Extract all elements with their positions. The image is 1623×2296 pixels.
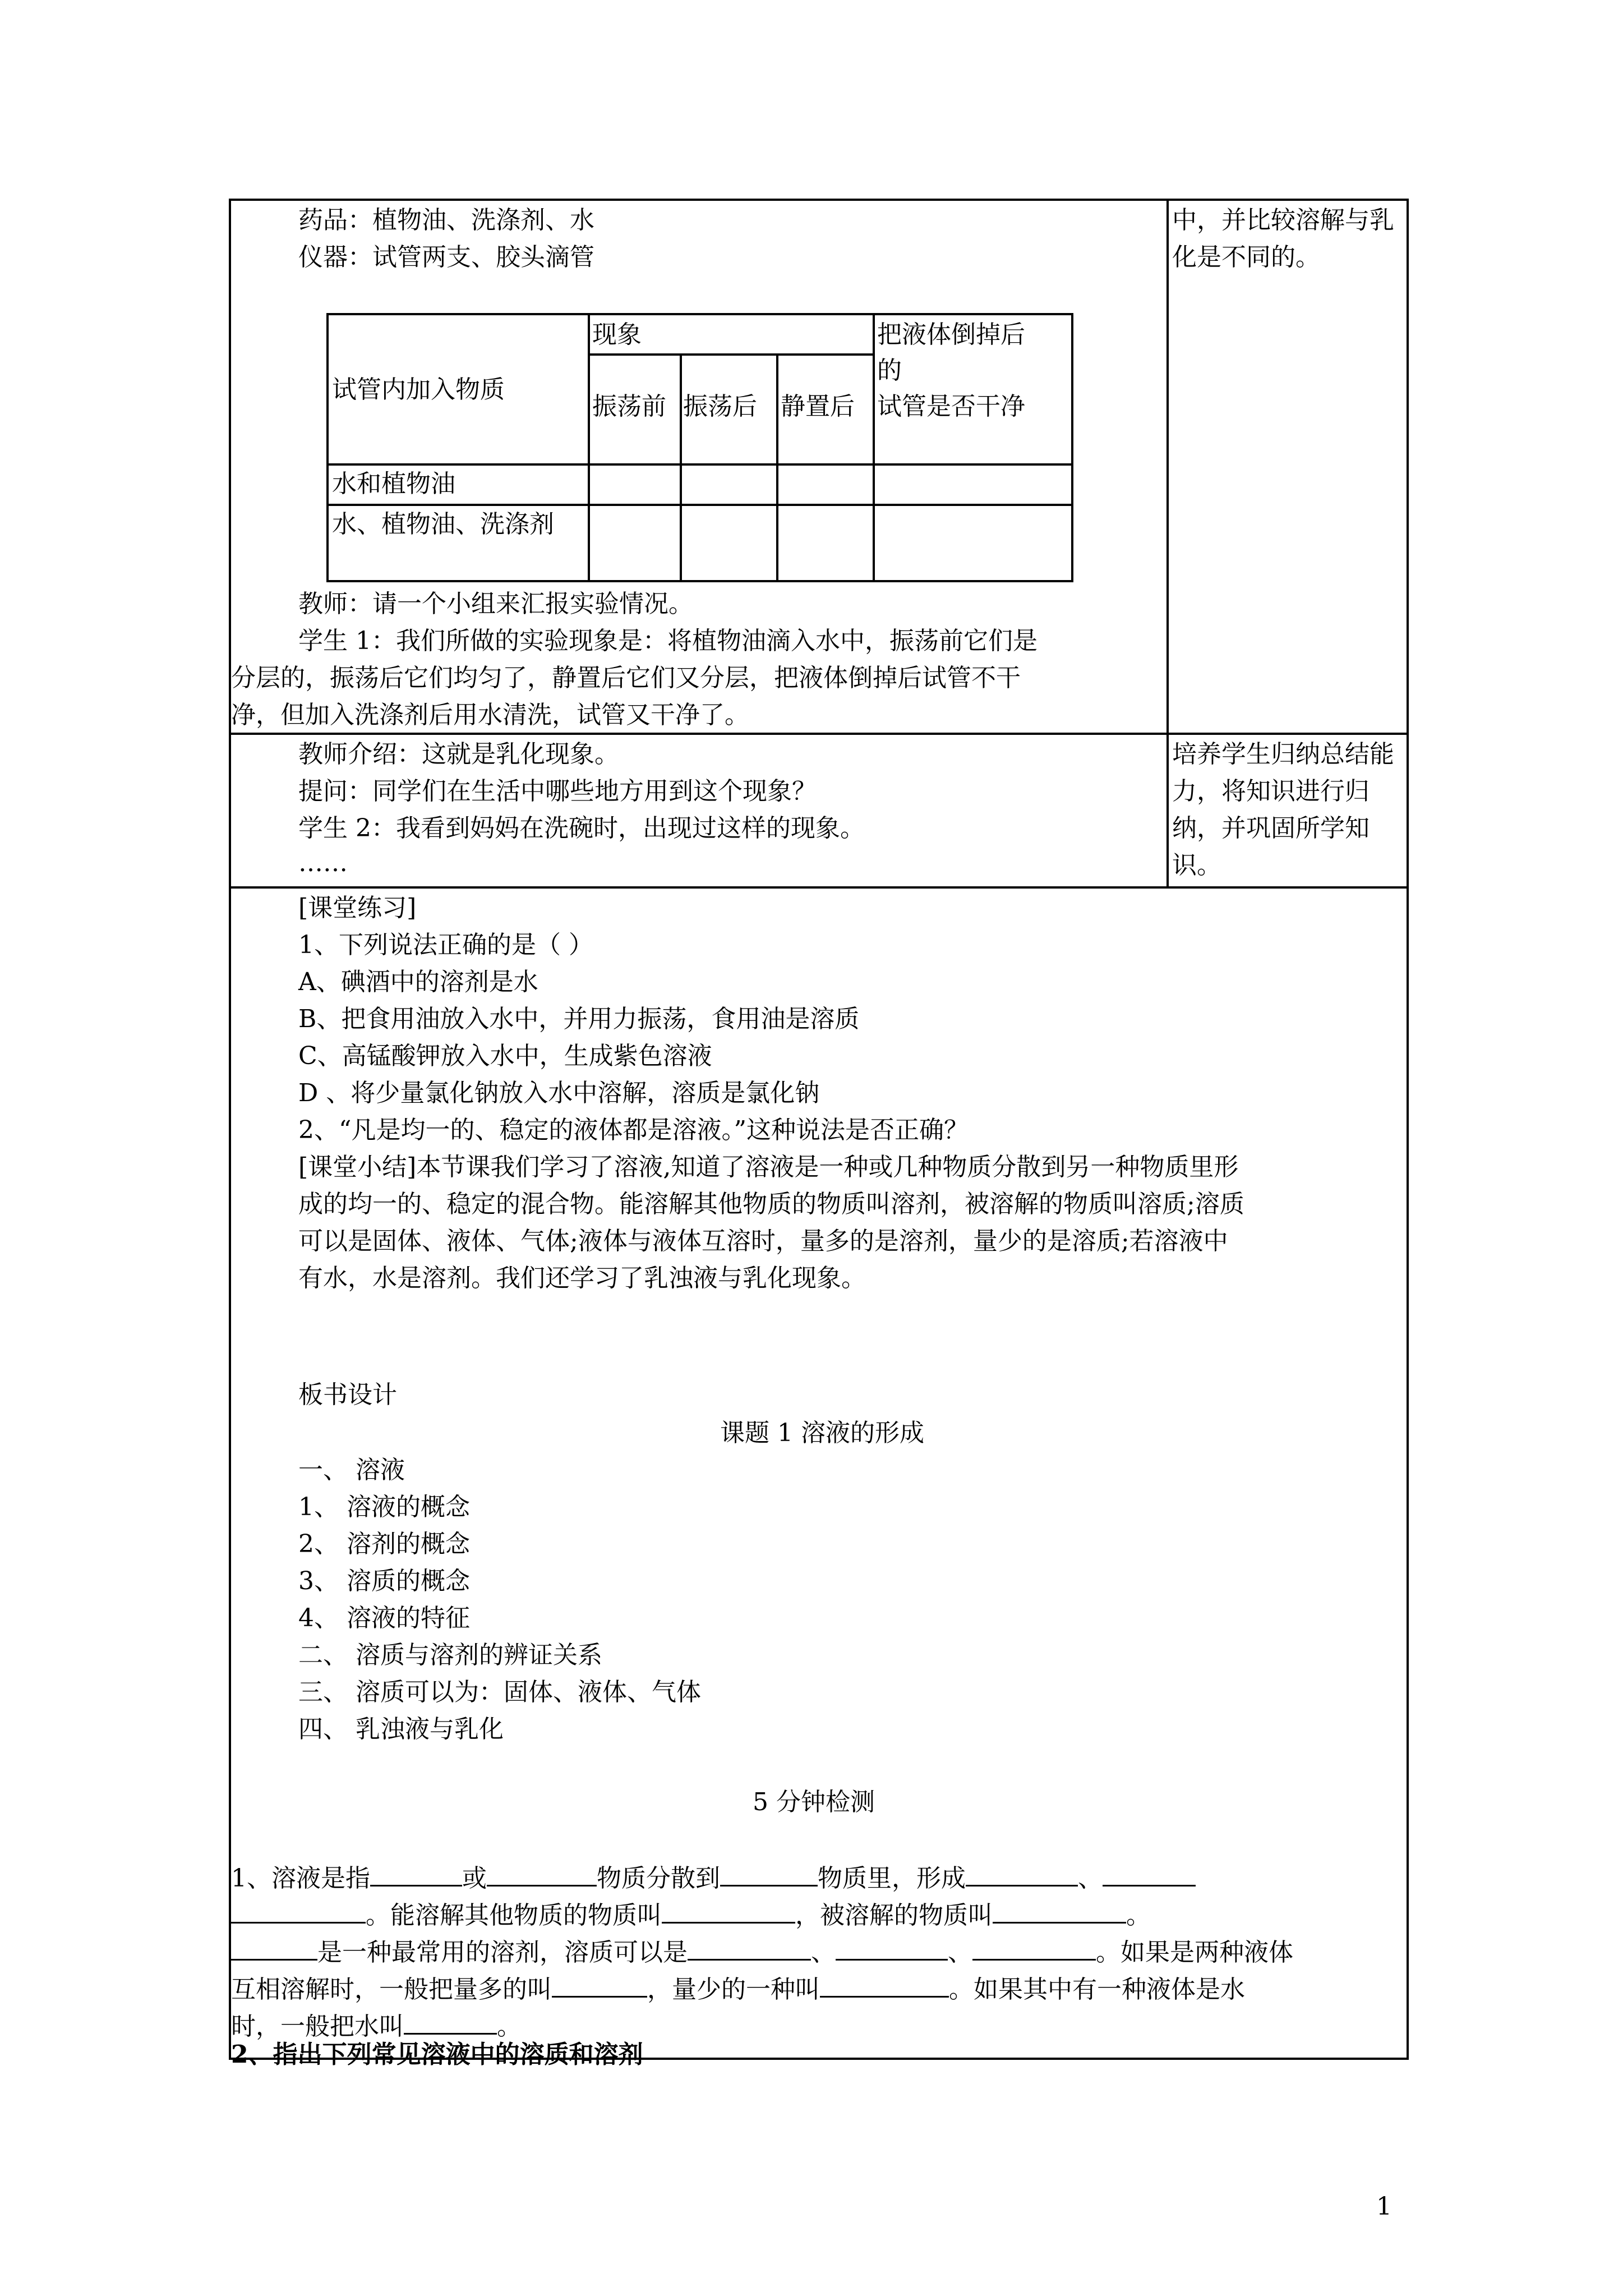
header-tube-clean-2: 的 bbox=[877, 356, 902, 385]
board-item: 3、 溶质的概念 bbox=[298, 1567, 470, 1595]
answer-blank[interactable] bbox=[404, 2007, 497, 2035]
answer-blank[interactable] bbox=[966, 1859, 1078, 1887]
side-note-2: 培养学生归纳总结能力，将知识进行归纳，并巩固所学知识。 bbox=[1172, 740, 1394, 880]
experiment-table bbox=[326, 313, 1073, 582]
paragraph-line: 教师介绍：这就是乳化现象。 bbox=[298, 740, 619, 769]
board-label: 板书设计 bbox=[298, 1381, 397, 1409]
summary-line: 可以是固体、液体、气体;液体与液体互溶时，量多的是溶剂，量少的是溶质;若溶液中 bbox=[298, 1227, 1228, 1255]
answer-blank[interactable] bbox=[662, 1896, 795, 1924]
quiz-q1-line3: 是一种最常用的溶剂，溶质可以是 、 、 。如果是两种液体 bbox=[231, 1933, 1293, 1971]
board-title: 课题 1 溶液的形成 bbox=[720, 1419, 924, 1447]
board-item: 三、 溶质可以为：固体、液体、气体 bbox=[298, 1678, 701, 1706]
paragraph-line: 净，但加入洗涤剂后用水清洗，试管又干净了。 bbox=[231, 701, 749, 729]
board-item: 4、 溶液的特征 bbox=[298, 1604, 470, 1632]
row-divider bbox=[229, 886, 1409, 889]
exercise-line: 2、“凡是均一的、稳定的液体都是溶液。”这种说法是否正确？ bbox=[298, 1116, 969, 1144]
page-number: 1 bbox=[1376, 2192, 1392, 2221]
exercise-line: [课堂练习] bbox=[298, 894, 417, 922]
summary-line: [课堂小结]本节课我们学习了溶液,知道了溶液是一种或几种物质分散到另一种物质里形 bbox=[298, 1153, 1239, 1181]
board-item: 2、 溶剂的概念 bbox=[298, 1530, 470, 1558]
answer-blank[interactable] bbox=[720, 1859, 818, 1887]
row-water-oil: 水和植物油 bbox=[332, 470, 455, 498]
quiz-title: 5 分钟检测 bbox=[753, 1788, 875, 1816]
board-item: 一、 溶液 bbox=[298, 1456, 405, 1484]
exercise-line: D 、将少量氯化钠放入水中溶解，溶质是氯化钠 bbox=[298, 1079, 820, 1107]
answer-blank[interactable] bbox=[370, 1859, 462, 1887]
header-tube-clean-1: 把液体倒掉后 bbox=[877, 320, 1025, 349]
side-note-1: 中，并比较溶解与乳化是不同的。 bbox=[1172, 206, 1394, 272]
exercise-line: 1、下列说法正确的是（ ） bbox=[298, 931, 593, 959]
answer-blank[interactable] bbox=[993, 1896, 1126, 1924]
exercise-line: B、把食用油放入水中，并用力振荡，食用油是溶质 bbox=[298, 1005, 860, 1033]
board-item: 1、 溶液的概念 bbox=[298, 1493, 470, 1521]
answer-blank[interactable] bbox=[836, 1933, 948, 1961]
reagents-line: 药品：植物油、洗涤剂、水 bbox=[298, 206, 594, 234]
header-tube-clean-3: 试管是否干净 bbox=[877, 392, 1025, 421]
exercise-line: C、高锰酸钾放入水中，生成紫色溶液 bbox=[298, 1042, 712, 1070]
quiz-q1-line4: 互相溶解时，一般把量多的叫 ，量少的一种叫 。如果其中有一种液体是水 bbox=[231, 1970, 1245, 2008]
answer-blank[interactable] bbox=[552, 1970, 647, 1998]
paragraph-line: 教师：请一个小组来汇报实验情况。 bbox=[298, 590, 693, 618]
paragraph-line: 学生 2：我看到妈妈在洗碗时，出现过这样的现象。 bbox=[298, 814, 865, 843]
answer-blank[interactable] bbox=[231, 1896, 366, 1924]
quiz-q2: 2、指出下列常见溶液中的溶质和溶剂 bbox=[231, 2040, 643, 2069]
answer-blank[interactable] bbox=[1103, 1859, 1196, 1887]
instruments-line: 仪器：试管两支、胶头滴管 bbox=[298, 243, 594, 272]
answer-blank[interactable] bbox=[972, 1933, 1096, 1961]
board-item: 二、 溶质与溶剂的辨证关系 bbox=[298, 1641, 602, 1669]
board-item: 四、 乳浊液与乳化 bbox=[298, 1715, 504, 1743]
column-divider bbox=[1166, 199, 1169, 889]
row-water-oil-detergent: 水、植物油、洗涤剂 bbox=[332, 510, 554, 539]
summary-line: 成的均一的、稳定的混合物。能溶解其他物质的物质叫溶剂，被溶解的物质叫溶质;溶质 bbox=[298, 1190, 1244, 1218]
answer-blank[interactable] bbox=[820, 1970, 949, 1998]
header-phenomenon: 现象 bbox=[592, 320, 642, 349]
header-added-substance: 试管内加入物质 bbox=[332, 375, 505, 404]
quiz-q1-line5: 时，一般把水叫 。 bbox=[231, 2007, 522, 2045]
exercise-line: A、碘酒中的溶剂是水 bbox=[298, 968, 538, 996]
quiz-q1-line1: 1、溶液是指 或 物质分散到 物质里，形成 、 bbox=[231, 1859, 1196, 1897]
summary-line: 有水，水是溶剂。我们还学习了乳浊液与乳化现象。 bbox=[298, 1264, 866, 1292]
paragraph-line: 分层的，振荡后它们均匀了，静置后它们又分层，把液体倒掉后试管不干 bbox=[231, 664, 1021, 692]
answer-blank[interactable] bbox=[688, 1933, 811, 1961]
paragraph-line: 学生 1：我们所做的实验现象是：将植物油滴入水中，振荡前它们是 bbox=[298, 627, 1038, 655]
header-after-standing: 静置后 bbox=[781, 392, 855, 421]
paragraph-line: …… bbox=[298, 849, 348, 877]
header-before-shaking: 振荡前 bbox=[592, 392, 666, 421]
header-after-shaking: 振荡后 bbox=[683, 392, 757, 421]
answer-blank[interactable] bbox=[487, 1859, 597, 1887]
quiz-q1-line2: 。能溶解其他物质的物质叫 ，被溶解的物质叫 。 bbox=[231, 1896, 1151, 1934]
answer-blank[interactable] bbox=[231, 1933, 317, 1961]
paragraph-line: 提问：同学们在生活中哪些地方用到这个现象？ bbox=[298, 777, 817, 806]
